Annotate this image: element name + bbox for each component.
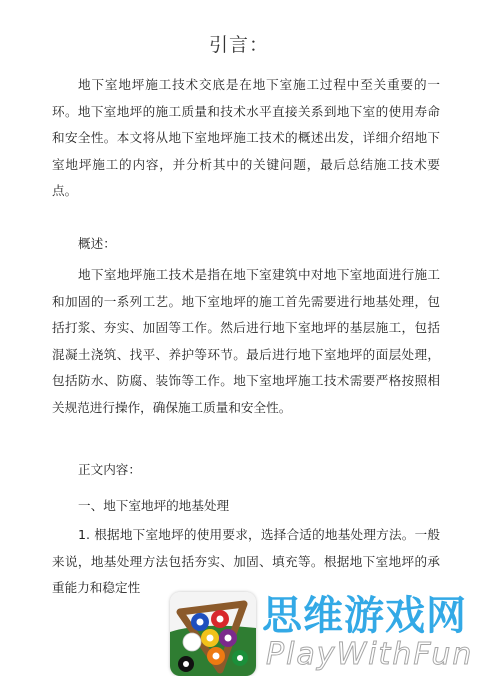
section-paragraph: 1. 根据地下室地坪的使用要求，选择合适的地基处理方法。一般来说，地基处理方法包括夯实、加固、填充等。根据地下室地坪的承重能力和稳定性: [52, 527, 440, 595]
watermark-brand-text: 思维游戏网: [262, 593, 467, 639]
section-heading: 一、地下室地坪的地基处理: [78, 498, 230, 513]
overview-paragraph: 地下室地坪施工技术是指在地下室建筑中对地下室地面进行施工和加固的一系列工艺。地下室地坪的施工首先需要进行地基处理，包括打浆、夯实、加固等工作。然后进行地下室地坪的基层施工，包括混凝土浇筑、找平、养护等环节。最后进行地下室地坪的面层处理，包括防水、防腐、装饰等工作。地下室地坪施工技术需要严格按照相关规范进行操作，确保施工质量和安全性。: [52, 267, 440, 415]
watermark-logo: [170, 592, 476, 676]
body-heading: 正文内容：: [78, 462, 141, 477]
billiard-balls-icon: [170, 592, 256, 676]
document-title: 引言：: [208, 34, 269, 56]
intro-paragraph: 地下室地坪施工技术交底是在地下室施工过程中至关重要的一环。地下室地坪的施工质量和技术水平直接关系到地下室的使用寿命和安全性。本文将从地下室地坪施工技术的概述出发，详细介绍地下室地坪施工的内容，并分析其中的关键问题，最后总结施工技术要点。: [52, 77, 440, 198]
watermark-sub-text: PlayWithFun: [266, 637, 474, 672]
overview-heading: 概述：: [78, 236, 116, 251]
